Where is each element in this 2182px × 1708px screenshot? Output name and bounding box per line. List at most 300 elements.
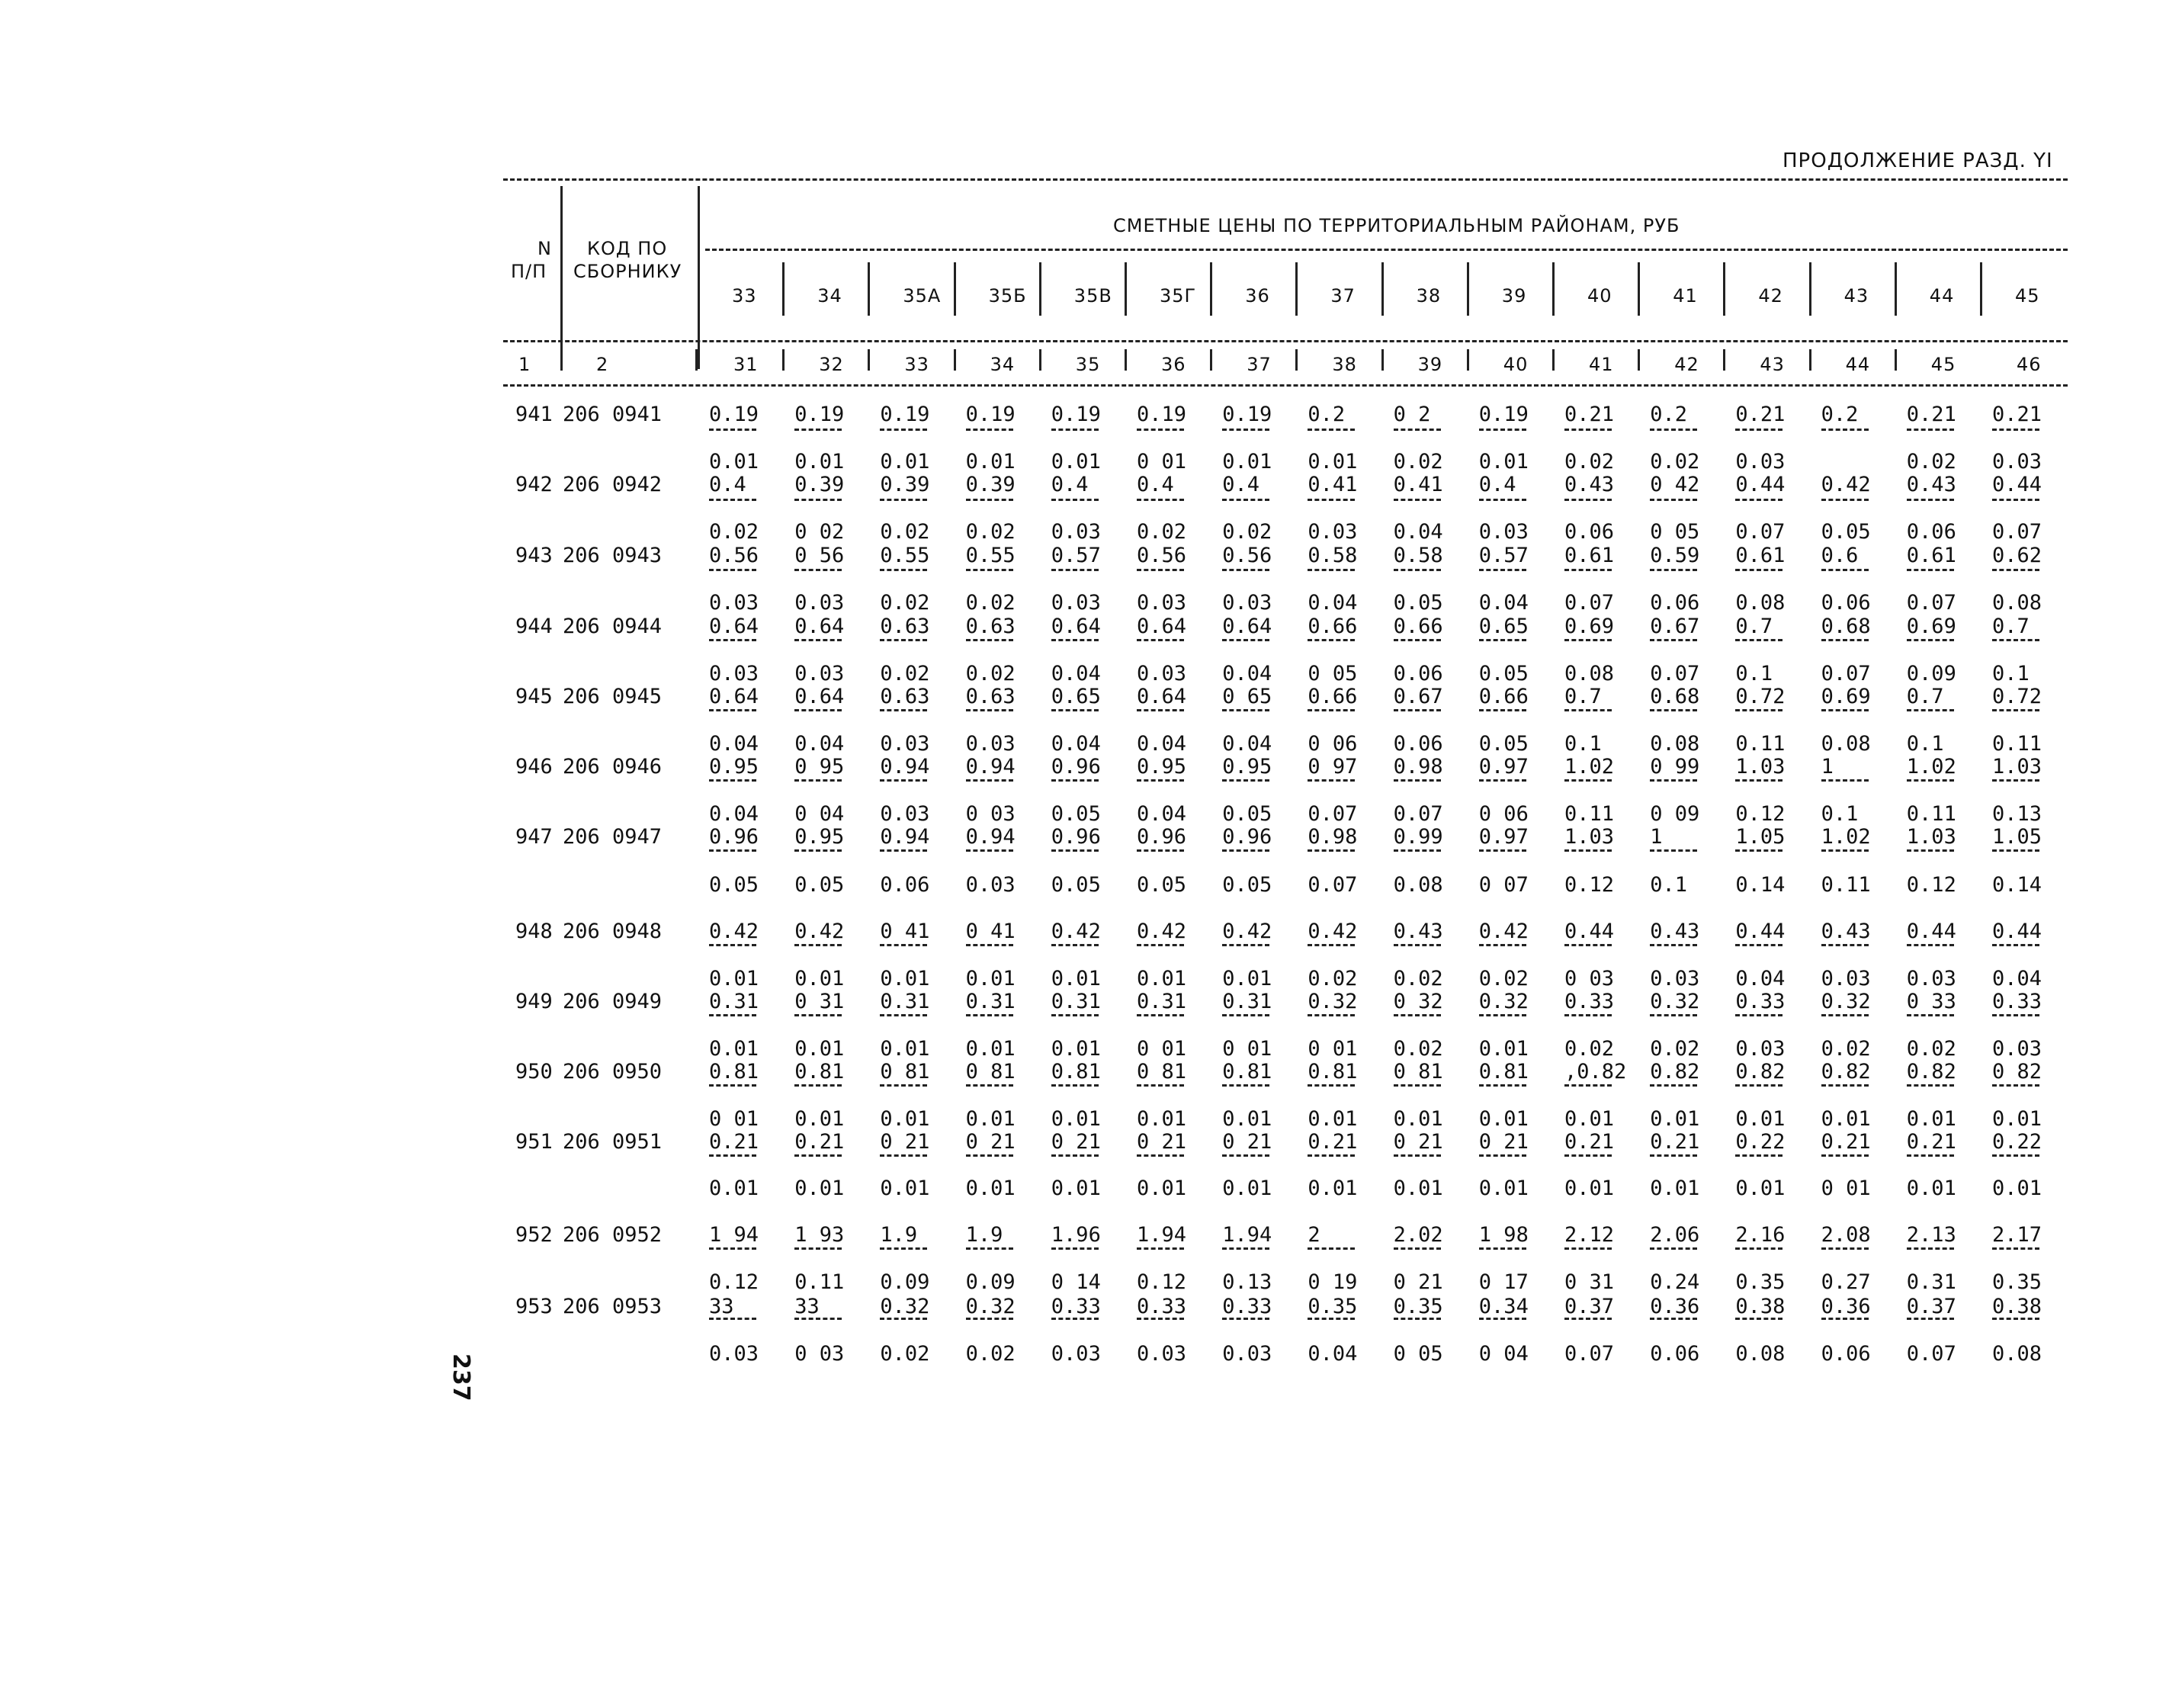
region-header: 43 xyxy=(1843,285,1869,307)
table-cell: 0.08 xyxy=(1735,591,1786,615)
table-cell: 1.94 xyxy=(1137,1223,1187,1247)
table-cell: 0.19 xyxy=(1137,403,1187,426)
table-cell: 0.44 xyxy=(1992,920,2042,943)
table-cell: 0.12 xyxy=(1137,1270,1187,1294)
table-cell: 0.64 xyxy=(794,615,845,638)
table-cell: 0.12 xyxy=(1564,873,1615,897)
table-cell: 0 31 xyxy=(1564,1270,1615,1294)
table-cell: 0.02 xyxy=(1308,967,1358,990)
table-cell: 0 21 xyxy=(1478,1130,1529,1154)
table-cell: 0 19 xyxy=(1308,1270,1358,1294)
colnum-divider xyxy=(560,349,563,371)
fraction-line xyxy=(1308,1014,1355,1016)
region-divider xyxy=(1467,262,1469,316)
table-cell: 0.02 xyxy=(1137,520,1187,544)
table-cell: 0 81 xyxy=(1137,1060,1187,1084)
fraction-line xyxy=(794,1318,842,1320)
row-code: 206 0944 xyxy=(563,615,663,638)
table-cell: 0.7 xyxy=(1992,615,2030,638)
table-cell: 0.7 xyxy=(1906,685,1944,708)
table-cell: 1 xyxy=(1821,755,1834,779)
fraction-line xyxy=(1308,944,1355,946)
region-header: 35А xyxy=(903,285,942,307)
table-cell: 0.21 xyxy=(1992,403,2042,426)
row-number: 950 xyxy=(515,1060,553,1084)
fraction-line xyxy=(1735,944,1783,946)
table-cell: 0.31 xyxy=(1222,990,1272,1013)
row-number: 951 xyxy=(515,1130,553,1154)
table-cell: 0.02 xyxy=(965,591,1016,615)
region-header: 34 xyxy=(817,285,842,307)
fraction-line xyxy=(966,1084,1013,1087)
table-cell: 0.11 xyxy=(1821,873,1871,897)
region-header: 39 xyxy=(1501,285,1527,307)
table-cell: 0.09 xyxy=(1906,662,1956,685)
row-code: 206 0946 xyxy=(563,755,663,779)
fraction-line xyxy=(966,779,1013,782)
fraction-line xyxy=(1735,429,1783,431)
table-cell: 0.43 xyxy=(1650,920,1700,943)
table-cell: 0.01 xyxy=(794,1037,845,1061)
region-divider xyxy=(1039,262,1041,316)
table-cell: 0.01 xyxy=(1308,450,1358,474)
fraction-line xyxy=(1735,499,1783,501)
fraction-line xyxy=(1394,429,1441,431)
table-cell: 0.08 xyxy=(1821,732,1871,756)
table-cell: 0 97 xyxy=(1308,755,1358,779)
table-cell: 0 21 xyxy=(965,1130,1016,1154)
fraction-line xyxy=(1137,499,1184,501)
fraction-line xyxy=(966,639,1013,641)
table-cell: 0.36 xyxy=(1821,1295,1871,1318)
fraction-line xyxy=(1907,1154,1954,1157)
table-cell: 0.31 xyxy=(709,990,759,1013)
fraction-line xyxy=(1735,1318,1783,1320)
table-cell: 0 05 xyxy=(1650,520,1700,544)
column-number: 45 xyxy=(1930,354,1956,375)
table-cell: 0.11 xyxy=(1906,802,1956,826)
fraction-line xyxy=(880,1014,927,1016)
fraction-line xyxy=(1222,429,1269,431)
column-number: 38 xyxy=(1332,354,1357,375)
fraction-line xyxy=(1479,1084,1526,1087)
table-cell: 0.07 xyxy=(1393,802,1443,826)
table-cell: 0.31 xyxy=(965,990,1016,1013)
table-cell: 0.01 xyxy=(1308,1177,1358,1200)
table-cell: 0.02 xyxy=(1906,1037,1956,1061)
table-cell: ,0.82 xyxy=(1564,1060,1627,1084)
table-cell: 0.4 xyxy=(1051,473,1089,496)
fraction-line xyxy=(1907,1084,1954,1087)
table-cell: 0.2 xyxy=(1650,403,1687,426)
region-divider xyxy=(782,262,785,316)
fraction-line xyxy=(1051,944,1099,946)
fraction-line xyxy=(1137,849,1184,852)
region-divider xyxy=(1125,262,1127,316)
table-cell: 0.03 xyxy=(965,732,1016,756)
fraction-line xyxy=(1992,1014,2039,1016)
table-cell: 0.01 xyxy=(1992,1107,2042,1131)
fraction-line xyxy=(1479,849,1526,852)
fraction-line xyxy=(1735,1014,1783,1016)
table-cell: 0 81 xyxy=(965,1060,1016,1084)
table-cell: 0.66 xyxy=(1478,685,1529,708)
table-cell: 0.44 xyxy=(1564,920,1615,943)
region-header: 44 xyxy=(1929,285,1955,307)
table-cell: 0.04 xyxy=(709,802,759,826)
fraction-line xyxy=(1821,499,1869,501)
table-cell: 0.01 xyxy=(880,1037,930,1061)
table-cell: 0.01 xyxy=(1222,1177,1272,1200)
table-cell: 0.62 xyxy=(1992,544,2042,567)
table-cell: 0.65 xyxy=(1478,615,1529,638)
table-cell: 0.08 xyxy=(1650,732,1700,756)
table-cell: 2.06 xyxy=(1650,1223,1700,1247)
fraction-line xyxy=(966,944,1013,946)
table-cell: 0.69 xyxy=(1821,685,1871,708)
fraction-line xyxy=(1394,709,1441,711)
table-cell: 0.04 xyxy=(1308,1342,1358,1366)
fraction-line xyxy=(709,569,756,571)
colnum-divider xyxy=(1895,349,1897,371)
table-cell: 0.07 xyxy=(1992,520,2042,544)
table-cell: 0.21 xyxy=(1906,1130,1956,1154)
table-cell: 0.35 xyxy=(1992,1270,2042,1294)
column-number: 2 xyxy=(596,354,609,375)
fraction-line xyxy=(1051,1014,1099,1016)
table-cell: 0.99 xyxy=(1393,825,1443,849)
fraction-line xyxy=(880,1154,927,1157)
table-cell: 0.97 xyxy=(1478,825,1529,849)
table-cell: 1.05 xyxy=(1992,825,2042,849)
fraction-line xyxy=(1650,429,1697,431)
fraction-line xyxy=(1564,1084,1612,1087)
table-cell: 0.02 xyxy=(1393,1037,1443,1061)
colnum-rule xyxy=(503,384,2068,387)
table-cell: 0.64 xyxy=(709,615,759,638)
table-cell: 0.4 xyxy=(709,473,746,496)
table-cell: 1 93 xyxy=(794,1223,845,1247)
table-cell: 0.01 xyxy=(880,1177,930,1200)
fraction-line xyxy=(1564,429,1612,431)
table-cell: 0.95 xyxy=(1222,755,1272,779)
table-cell: 0.05 xyxy=(709,873,759,897)
table-cell: 0.08 xyxy=(1992,1342,2042,1366)
table-cell: 0.04 xyxy=(1222,732,1272,756)
table-cell: 0.69 xyxy=(1564,615,1615,638)
table-cell: 0.98 xyxy=(1308,825,1358,849)
table-cell: 0.42 xyxy=(1051,920,1101,943)
colnum-divider xyxy=(1809,349,1811,371)
table-cell: 0 14 xyxy=(1051,1270,1101,1294)
fraction-line xyxy=(1051,1247,1099,1250)
fraction-line xyxy=(709,1154,756,1157)
table-cell: 0.06 xyxy=(1650,1342,1700,1366)
table-cell: 0 81 xyxy=(1393,1060,1443,1084)
table-cell: 0.69 xyxy=(1906,615,1956,638)
table-cell: 1 98 xyxy=(1478,1223,1529,1247)
table-cell: 0.03 xyxy=(965,873,1016,897)
table-cell: 0.08 xyxy=(1992,591,2042,615)
region-divider xyxy=(868,262,870,316)
colnum-divider xyxy=(1638,349,1640,371)
group-header: СМЕТНЫЕ ЦЕНЫ ПО ТЕРРИТОРИАЛЬНЫМ РАЙОНАМ, РУБ xyxy=(1113,215,1680,236)
colnum-divider xyxy=(1125,349,1127,371)
table-cell: 0.07 xyxy=(1906,591,1956,615)
table-cell: 0.43 xyxy=(1393,920,1443,943)
table-cell: 0.81 xyxy=(1308,1060,1358,1084)
table-cell: 0.63 xyxy=(965,685,1016,708)
fraction-line xyxy=(1308,1084,1355,1087)
colnum-divider xyxy=(1039,349,1041,371)
table-cell: 0.07 xyxy=(1308,873,1358,897)
table-cell: 0.44 xyxy=(1906,920,1956,943)
table-cell: 0 21 xyxy=(1393,1270,1443,1294)
table-cell: 0.96 xyxy=(1222,825,1272,849)
fraction-line xyxy=(880,849,927,852)
table-cell: 0.39 xyxy=(965,473,1016,496)
table-cell: 0.05 xyxy=(1478,662,1529,685)
table-cell: 0.32 xyxy=(1308,990,1358,1013)
table-cell: 0.03 xyxy=(1821,967,1871,990)
table-cell: 0.36 xyxy=(1650,1295,1700,1318)
table-cell: 0.63 xyxy=(965,615,1016,638)
table-cell: 0.98 xyxy=(1393,755,1443,779)
table-cell: 0.57 xyxy=(1478,544,1529,567)
fraction-line xyxy=(1394,779,1441,782)
fraction-line xyxy=(1137,944,1184,946)
table-cell: 0.21 xyxy=(1821,1130,1871,1154)
table-cell: 0.01 xyxy=(1051,1177,1101,1200)
page-title: ПРОДОЛЖЕНИЕ РАЗД. YI xyxy=(1783,149,2053,172)
fraction-line xyxy=(1821,639,1869,641)
fraction-line xyxy=(1222,1247,1269,1250)
table-cell: 0.02 xyxy=(880,1342,930,1366)
table-cell: 0.02 xyxy=(880,520,930,544)
table-cell: 0.22 xyxy=(1735,1130,1786,1154)
fraction-line xyxy=(1735,779,1783,782)
table-cell: 0.01 xyxy=(1821,1107,1871,1131)
table-cell: 0 21 xyxy=(880,1130,930,1154)
region-header: 33 xyxy=(732,285,757,307)
region-divider xyxy=(1638,262,1640,316)
table-cell: 0.01 xyxy=(1051,1107,1101,1131)
table-cell: 1.9 xyxy=(880,1223,918,1247)
table-cell: 0.1 xyxy=(1992,662,2030,685)
table-cell: 0.56 xyxy=(709,544,759,567)
fraction-line xyxy=(1650,1084,1697,1087)
fraction-line xyxy=(966,429,1013,431)
table-cell: 0 06 xyxy=(1308,732,1358,756)
fraction-line xyxy=(1735,1154,1783,1157)
table-cell: 0.32 xyxy=(965,1295,1016,1318)
fraction-line xyxy=(794,1247,842,1250)
fraction-line xyxy=(1222,1014,1269,1016)
table-cell: 0.04 xyxy=(1308,591,1358,615)
fraction-line xyxy=(1222,849,1269,852)
table-cell: 0.03 xyxy=(1735,450,1786,474)
table-cell: 0.06 xyxy=(880,873,930,897)
table-cell: 0 07 xyxy=(1478,873,1529,897)
table-cell: 0.01 xyxy=(1051,450,1101,474)
table-cell: 0.37 xyxy=(1906,1295,1956,1318)
row-number: 949 xyxy=(515,990,553,1013)
table-cell: 0.02 xyxy=(1650,450,1700,474)
row-code: 206 0945 xyxy=(563,685,663,708)
table-cell: 0.64 xyxy=(1222,615,1272,638)
table-cell: 0.68 xyxy=(1821,615,1871,638)
fraction-line xyxy=(1907,779,1954,782)
fraction-line xyxy=(1564,944,1612,946)
table-cell: 0.95 xyxy=(1137,755,1187,779)
row-code: 206 0951 xyxy=(563,1130,663,1154)
table-cell: 0.03 xyxy=(1222,1342,1272,1366)
table-cell: 0.65 xyxy=(1051,685,1101,708)
table-cell: 0.42 xyxy=(794,920,845,943)
table-cell: 1.03 xyxy=(1906,825,1956,849)
table-cell: 2 xyxy=(1308,1223,1320,1247)
table-cell: 0.05 xyxy=(1137,873,1187,897)
fraction-line xyxy=(880,639,927,641)
table-cell: 0.06 xyxy=(1564,520,1615,544)
table-cell: 0.06 xyxy=(1650,591,1700,615)
row-code: 206 0947 xyxy=(563,825,663,849)
colnum-divider xyxy=(1381,349,1384,371)
fraction-line xyxy=(1650,569,1697,571)
table-cell: 0 2 xyxy=(1393,403,1431,426)
column-number: 36 xyxy=(1161,354,1186,375)
table-cell: 0.03 xyxy=(709,591,759,615)
table-cell: 0.05 xyxy=(794,873,845,897)
table-cell: 2.02 xyxy=(1393,1223,1443,1247)
table-cell: 0 33 xyxy=(1906,990,1956,1013)
region-header: 41 xyxy=(1673,285,1698,307)
fraction-line xyxy=(1394,1014,1441,1016)
table-cell: 0.05 xyxy=(1051,802,1101,826)
fraction-line xyxy=(1821,1014,1869,1016)
fraction-line xyxy=(966,499,1013,501)
table-cell: 0.59 xyxy=(1650,544,1700,567)
table-cell: 0.07 xyxy=(1650,662,1700,685)
table-cell: 0.81 xyxy=(709,1060,759,1084)
table-cell: 0.01 xyxy=(1564,1107,1615,1131)
table-cell: 0.04 xyxy=(1051,732,1101,756)
table-cell: 0.01 xyxy=(965,1107,1016,1131)
table-cell: 0.32 xyxy=(880,1295,930,1318)
region-divider xyxy=(1723,262,1725,316)
table-cell: 0.01 xyxy=(880,967,930,990)
table-cell: 0.61 xyxy=(1735,544,1786,567)
table-cell: 0.06 xyxy=(1393,732,1443,756)
fraction-line xyxy=(1137,429,1184,431)
table-cell: 0.82 xyxy=(1906,1060,1956,1084)
table-cell: 0 95 xyxy=(794,755,845,779)
table-cell: 0 65 xyxy=(1222,685,1272,708)
fraction-line xyxy=(1735,709,1783,711)
table-cell: 0.81 xyxy=(1222,1060,1272,1084)
table-cell: 1.94 xyxy=(1222,1223,1272,1247)
table-cell: 0.03 xyxy=(1222,591,1272,615)
table-cell: 0.04 xyxy=(1992,967,2042,990)
table-cell: 0.05 xyxy=(1393,591,1443,615)
fraction-line xyxy=(1907,1014,1954,1016)
table-cell: 0 03 xyxy=(965,802,1016,826)
fraction-line xyxy=(1394,569,1441,571)
table-cell: 0 82 xyxy=(1992,1060,2042,1084)
row-number: 944 xyxy=(515,615,553,638)
column-number: 44 xyxy=(1845,354,1871,375)
fraction-line xyxy=(1992,779,2039,782)
row-code: 206 0953 xyxy=(563,1295,663,1318)
table-cell: 1.03 xyxy=(1992,755,2042,779)
fraction-line xyxy=(1564,499,1612,501)
table-cell: 0.02 xyxy=(965,662,1016,685)
table-cell: 0.66 xyxy=(1308,615,1358,638)
table-cell: 0.04 xyxy=(1478,591,1529,615)
table-cell: 1.9 xyxy=(965,1223,1003,1247)
table-cell: 0.31 xyxy=(1906,1270,1956,1294)
table-cell: 0.01 xyxy=(1051,1037,1101,1061)
table-cell: 0.01 xyxy=(1478,450,1529,474)
table-cell: 0.64 xyxy=(1137,685,1187,708)
table-cell: 0.02 xyxy=(1906,450,1956,474)
fraction-line xyxy=(1137,1154,1184,1157)
fraction-line xyxy=(1308,779,1355,782)
fraction-line xyxy=(1564,1154,1612,1157)
table-cell: 0.43 xyxy=(1564,473,1615,496)
table-cell: 0.11 xyxy=(1564,802,1615,826)
col-code-label: КОД ПО xyxy=(587,238,668,259)
table-cell: 0.33 xyxy=(1222,1295,1272,1318)
table-cell: 0.09 xyxy=(965,1270,1016,1294)
fraction-line xyxy=(1564,1247,1612,1250)
table-cell: 0.24 xyxy=(1650,1270,1700,1294)
row-number: 941 xyxy=(515,403,553,426)
fraction-line xyxy=(1308,1154,1355,1157)
row-number: 942 xyxy=(515,473,553,496)
column-number: 46 xyxy=(2017,354,2042,375)
fraction-line xyxy=(1564,779,1612,782)
table-cell: 0.57 xyxy=(1051,544,1101,567)
region-divider xyxy=(1210,262,1212,316)
fraction-line xyxy=(1564,1014,1612,1016)
table-cell: 0.07 xyxy=(1564,591,1615,615)
fraction-line xyxy=(709,1247,756,1250)
fraction-line xyxy=(1308,569,1355,571)
table-cell: 0.01 xyxy=(1222,450,1272,474)
table-cell: 0 03 xyxy=(1564,967,1615,990)
table-cell: 0.33 xyxy=(1137,1295,1187,1318)
table-cell: 0.21 xyxy=(794,1130,845,1154)
table-cell: 0.01 xyxy=(1478,1107,1529,1131)
table-cell: 0.04 xyxy=(1137,732,1187,756)
table-cell: 0.06 xyxy=(1393,662,1443,685)
table-cell: 0 09 xyxy=(1650,802,1700,826)
table-cell: 0.03 xyxy=(1650,967,1700,990)
table-cell: 0.07 xyxy=(1906,1342,1956,1366)
column-number: 34 xyxy=(990,354,1016,375)
table-cell: 0 42 xyxy=(1650,473,1700,496)
table-cell: 0.96 xyxy=(1051,825,1101,849)
fraction-line xyxy=(1051,429,1099,431)
table-cell: 0.05 xyxy=(1821,520,1871,544)
table-cell: 1.96 xyxy=(1051,1223,1101,1247)
table-cell: 0.12 xyxy=(709,1270,759,1294)
region-header: 35Г xyxy=(1160,285,1197,307)
table-cell: 0 41 xyxy=(965,920,1016,943)
table-cell: 0.42 xyxy=(1308,920,1358,943)
fraction-line xyxy=(880,569,927,571)
